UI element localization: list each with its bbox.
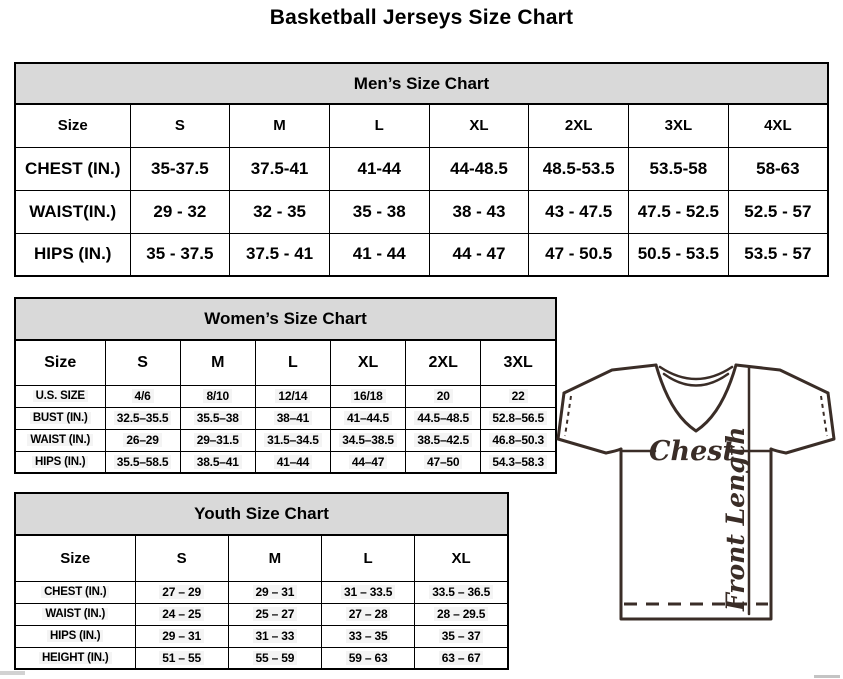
youth-size-chart — [14, 492, 509, 670]
front-length-label: Front Length — [721, 426, 750, 611]
size-value: 51 – 55 — [135, 647, 228, 669]
size-value: 16/18 — [330, 385, 405, 407]
jersey-right-sleeve — [786, 393, 834, 453]
column-header: 4XL — [728, 104, 828, 147]
size-value: 8/10 — [180, 385, 255, 407]
column-header: Size — [15, 340, 105, 385]
hscrollbar-fragment-right[interactable] — [814, 675, 840, 678]
row-label: CHEST (IN.) — [15, 581, 135, 603]
size-value: 29 – 31 — [228, 581, 321, 603]
size-value: 52.8–56.5 — [481, 407, 556, 429]
column-header: L — [255, 340, 330, 385]
size-value: 44.5–48.5 — [406, 407, 481, 429]
jersey-vneck — [656, 365, 736, 431]
size-value: 35-37.5 — [130, 147, 230, 190]
size-value: 4/6 — [105, 385, 180, 407]
size-value: 41-44 — [329, 147, 429, 190]
youth-size-table — [14, 534, 509, 670]
size-value: 41 - 44 — [329, 233, 429, 276]
size-value: 29 – 31 — [135, 625, 228, 647]
column-header: Size — [15, 104, 130, 147]
size-value: 44–47 — [330, 451, 405, 473]
column-header: Size — [15, 535, 135, 581]
size-value: 12/14 — [255, 385, 330, 407]
size-value: 31 – 33 — [228, 625, 321, 647]
size-value: 52.5 - 57 — [728, 190, 828, 233]
chest-label: Chest — [649, 436, 735, 467]
page-title: Basketball Jerseys Size Chart — [269, 6, 574, 29]
womens-size-chart — [14, 297, 557, 474]
size-value: 38 - 43 — [429, 190, 529, 233]
size-value: 28 – 29.5 — [415, 603, 508, 625]
size-value: 32 - 35 — [230, 190, 330, 233]
size-value: 20 — [406, 385, 481, 407]
size-value: 32.5–35.5 — [105, 407, 180, 429]
table-row — [15, 647, 508, 669]
header-row — [15, 104, 828, 147]
size-value: 25 – 27 — [228, 603, 321, 625]
size-value: 54.3–58.3 — [481, 451, 556, 473]
column-header: 3XL — [481, 340, 556, 385]
size-value: 27 – 29 — [135, 581, 228, 603]
column-header: S — [135, 535, 228, 581]
size-value: 44 - 47 — [429, 233, 529, 276]
size-value: 59 – 63 — [322, 647, 415, 669]
table-row — [15, 233, 828, 276]
womens-chart-title: Women’s Size Chart — [14, 297, 557, 339]
youth-chart-title: Youth Size Chart — [14, 492, 509, 534]
size-value: 34.5–38.5 — [330, 429, 405, 451]
size-value: 37.5-41 — [230, 147, 330, 190]
column-header: 2XL — [529, 104, 629, 147]
size-value: 22 — [481, 385, 556, 407]
size-value: 33.5 – 36.5 — [415, 581, 508, 603]
row-label: HIPS (IN.) — [15, 233, 130, 276]
column-header: S — [105, 340, 180, 385]
size-value: 43 - 47.5 — [529, 190, 629, 233]
size-value: 53.5-58 — [629, 147, 729, 190]
jersey-left-sleeve — [558, 393, 606, 453]
column-header: 2XL — [406, 340, 481, 385]
size-value: 47–50 — [406, 451, 481, 473]
size-value: 47 - 50.5 — [529, 233, 629, 276]
size-value: 26–29 — [105, 429, 180, 451]
jersey-left-cuff-stitch — [565, 396, 571, 436]
size-value: 33 – 35 — [322, 625, 415, 647]
size-value: 38.5–42.5 — [406, 429, 481, 451]
size-value: 46.8–50.3 — [481, 429, 556, 451]
size-value: 47.5 - 52.5 — [629, 190, 729, 233]
row-label: CHEST (IN.) — [15, 147, 130, 190]
row-label: HIPS (IN.) — [15, 451, 105, 473]
jersey-measurement-diagram — [556, 361, 838, 629]
column-header: XL — [429, 104, 529, 147]
row-label: WAIST (IN.) — [15, 603, 135, 625]
column-header: XL — [330, 340, 405, 385]
column-header: L — [329, 104, 429, 147]
table-row — [15, 603, 508, 625]
column-header: M — [230, 104, 330, 147]
header-row — [15, 340, 556, 385]
row-label: BUST (IN.) — [15, 407, 105, 429]
size-value: 53.5 - 57 — [728, 233, 828, 276]
table-row — [15, 190, 828, 233]
womens-size-table — [14, 339, 557, 474]
hscrollbar-fragment-left[interactable] — [0, 671, 25, 675]
size-value: 63 – 67 — [415, 647, 508, 669]
size-value: 31.5–34.5 — [255, 429, 330, 451]
jersey-left-underarm — [606, 449, 621, 453]
size-value: 41–44.5 — [330, 407, 405, 429]
mens-size-table — [14, 103, 829, 277]
size-value: 27 – 28 — [322, 603, 415, 625]
jersey-left-shoulder — [564, 365, 656, 393]
table-row — [15, 407, 556, 429]
column-header: 3XL — [629, 104, 729, 147]
row-label: U.S. SIZE — [15, 385, 105, 407]
mens-chart-title: Men’s Size Chart — [14, 62, 829, 103]
size-value: 44-48.5 — [429, 147, 529, 190]
size-value: 31 – 33.5 — [322, 581, 415, 603]
table-row — [15, 147, 828, 190]
jersey-right-underarm — [771, 449, 786, 453]
size-value: 35 - 37.5 — [130, 233, 230, 276]
size-value: 58-63 — [728, 147, 828, 190]
size-value: 35 – 37 — [415, 625, 508, 647]
row-label: WAIST(IN.) — [15, 190, 130, 233]
size-value: 29–31.5 — [180, 429, 255, 451]
size-value: 37.5 - 41 — [230, 233, 330, 276]
mens-size-chart — [14, 62, 829, 277]
jersey-right-cuff-stitch — [821, 396, 827, 436]
size-value: 41–44 — [255, 451, 330, 473]
size-value: 38–41 — [255, 407, 330, 429]
table-row — [15, 385, 556, 407]
table-row — [15, 451, 556, 473]
jersey-diagram-svg — [556, 361, 838, 629]
size-value: 55 – 59 — [228, 647, 321, 669]
table-row — [15, 625, 508, 647]
size-value: 24 – 25 — [135, 603, 228, 625]
size-value: 35.5–38 — [180, 407, 255, 429]
size-value: 38.5–41 — [180, 451, 255, 473]
table-row — [15, 581, 508, 603]
column-header: M — [228, 535, 321, 581]
size-value: 29 - 32 — [130, 190, 230, 233]
row-label: WAIST (IN.) — [15, 429, 105, 451]
column-header: XL — [415, 535, 508, 581]
size-value: 35 - 38 — [329, 190, 429, 233]
size-value: 35.5–58.5 — [105, 451, 180, 473]
row-label: HEIGHT (IN.) — [15, 647, 135, 669]
size-value: 48.5-53.5 — [529, 147, 629, 190]
column-header: L — [322, 535, 415, 581]
table-row — [15, 429, 556, 451]
column-header: S — [130, 104, 230, 147]
size-value: 50.5 - 53.5 — [629, 233, 729, 276]
column-header: M — [180, 340, 255, 385]
header-row — [15, 535, 508, 581]
row-label: HIPS (IN.) — [15, 625, 135, 647]
